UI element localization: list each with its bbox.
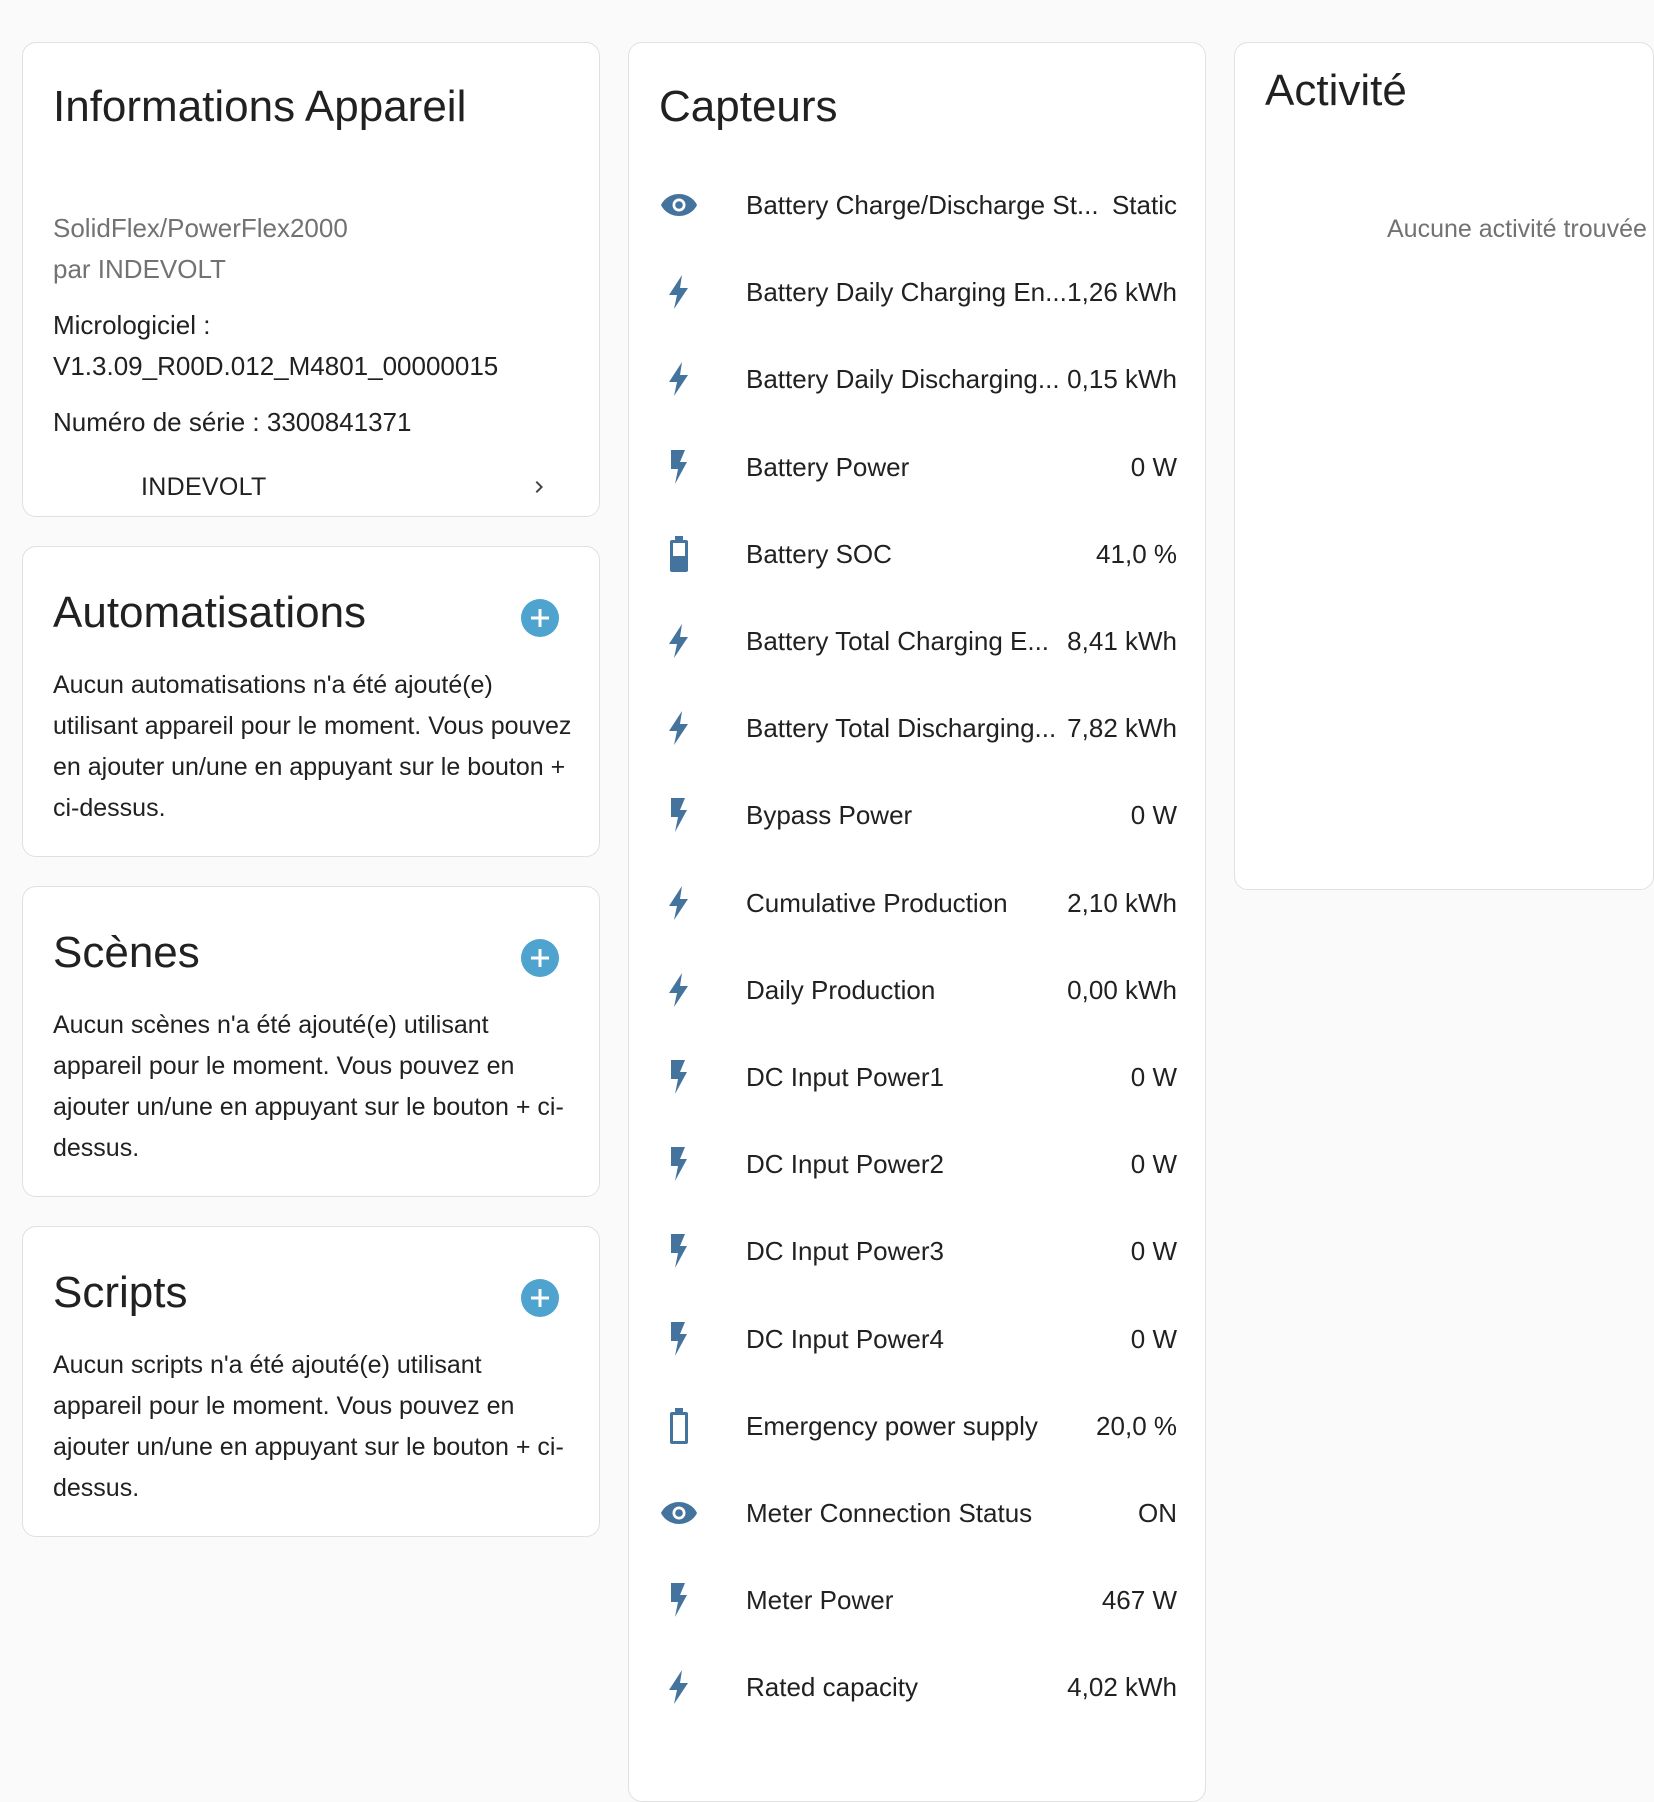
battery-outline-icon xyxy=(659,1406,699,1446)
chevron-right-icon xyxy=(527,475,551,499)
flash-solid-icon xyxy=(659,795,699,835)
sensor-value: 1,26 kWh xyxy=(1067,277,1177,308)
sensor-row[interactable] xyxy=(629,771,1207,858)
sensor-row[interactable] xyxy=(629,859,1207,946)
sensor-name: Battery Total Discharging... xyxy=(746,713,1057,744)
sensor-name: Daily Production xyxy=(746,974,936,1005)
flash-solid-icon xyxy=(659,447,699,487)
sensor-value: Static xyxy=(1111,190,1177,220)
battery-icon xyxy=(659,534,699,574)
sensor-value: 0 W xyxy=(1130,451,1177,482)
activity-empty-text: Aucune activité trouvée xyxy=(1387,215,1647,243)
activity-card xyxy=(1234,42,1654,890)
sensor-row[interactable] xyxy=(629,946,1207,1033)
activity-title: Activité xyxy=(1265,66,1407,115)
sensor-name: DC Input Power2 xyxy=(746,1149,944,1180)
device-info-title: Informations Appareil xyxy=(53,82,467,131)
device-model: SolidFlex/PowerFlex2000 xyxy=(53,213,348,243)
sensor-name: Battery Power xyxy=(746,451,910,482)
sensor-row[interactable] xyxy=(629,1469,1207,1556)
sensor-value: 8,41 kWh xyxy=(1067,626,1177,656)
sensor-row[interactable] xyxy=(629,510,1207,597)
scripts-empty-text: Aucun scripts n'a été ajouté(e) utilisant appareil pour le moment. Vous pouvez en ajouter un/une en appuyant sur le bouton + ci-dessus. xyxy=(53,1351,564,1502)
sensor-row[interactable] xyxy=(629,1382,1207,1469)
sensor-value: 0 W xyxy=(1130,1062,1177,1092)
sensor-value: 4,02 kWh xyxy=(1067,1672,1177,1703)
sensor-row[interactable] xyxy=(629,1033,1207,1120)
sensors-title: Capteurs xyxy=(659,82,838,131)
serial-number: Numéro de série : 3300841371 xyxy=(53,407,412,437)
sensor-row[interactable] xyxy=(629,1556,1207,1643)
add-automation-button[interactable] xyxy=(521,599,559,637)
sensor-value: 20,0 % xyxy=(1096,1410,1177,1441)
flash-icon xyxy=(659,708,699,748)
sensor-row[interactable] xyxy=(629,248,1207,335)
flash-solid-icon xyxy=(659,1057,699,1097)
sensor-name: Battery Daily Charging En... xyxy=(746,277,1067,308)
add-script-button[interactable] xyxy=(521,1279,559,1317)
plus-icon xyxy=(521,599,559,637)
sensor-name: Battery Total Charging E... xyxy=(746,626,1050,656)
manufacturer-link[interactable] xyxy=(23,473,599,553)
plus-icon xyxy=(521,939,559,977)
flash-solid-icon xyxy=(659,1580,699,1620)
flash-icon xyxy=(659,883,699,923)
sensor-value: 0 W xyxy=(1130,1323,1177,1354)
automations-title: Automatisations xyxy=(53,588,367,637)
sensor-name: Meter Power xyxy=(746,1585,894,1616)
sensor-row[interactable] xyxy=(629,1207,1207,1294)
sensor-value: 0 W xyxy=(1130,1149,1177,1180)
sensor-value: 2,10 kWh xyxy=(1067,887,1177,918)
sensor-row[interactable] xyxy=(629,161,1207,248)
sensors-card xyxy=(628,42,1206,1802)
sensor-row[interactable] xyxy=(629,597,1207,684)
sensor-value: 467 W xyxy=(1101,1585,1177,1616)
flash-icon xyxy=(659,272,699,312)
flash-solid-icon xyxy=(659,1231,699,1271)
automations-card xyxy=(22,546,600,857)
device-info-card xyxy=(22,42,600,517)
sensor-row[interactable] xyxy=(629,1295,1207,1382)
firmware-value: V1.3.09_R00D.012_M4801_00000015 xyxy=(53,351,499,381)
device-manufacturer: par INDEVOLT xyxy=(53,254,226,284)
flash-icon xyxy=(659,359,699,399)
sensor-name: Battery Charge/Discharge St... xyxy=(746,190,1099,220)
sensor-name: Cumulative Production xyxy=(746,887,1008,918)
sensor-value: 0 W xyxy=(1130,1236,1177,1267)
sensor-row[interactable] xyxy=(629,684,1207,771)
sensor-name: Battery Daily Discharging... xyxy=(746,364,1060,395)
sensor-value: 7,82 kWh xyxy=(1067,713,1177,744)
eye-icon xyxy=(659,1493,699,1533)
sensor-value: 0 W xyxy=(1130,800,1177,831)
sensor-name: Battery SOC xyxy=(746,538,892,569)
sensor-row[interactable] xyxy=(629,335,1207,422)
sensor-name: Rated capacity xyxy=(746,1672,918,1703)
sensor-row[interactable] xyxy=(629,423,1207,510)
sensor-name: DC Input Power3 xyxy=(746,1236,944,1267)
flash-solid-icon xyxy=(659,1319,699,1359)
scripts-title: Scripts xyxy=(53,1268,188,1317)
sensor-value: 0,00 kWh xyxy=(1067,974,1177,1005)
sensor-name: DC Input Power1 xyxy=(746,1062,944,1092)
flash-solid-icon xyxy=(659,1144,699,1184)
sensor-name: DC Input Power4 xyxy=(746,1323,944,1354)
sensor-value: 41,0 % xyxy=(1096,538,1177,569)
plus-icon xyxy=(521,1279,559,1317)
sensor-name: Bypass Power xyxy=(746,800,913,831)
sensor-name: Emergency power supply xyxy=(746,1410,1038,1441)
eye-icon xyxy=(659,185,699,225)
scenes-title: Scènes xyxy=(53,928,200,977)
flash-icon xyxy=(659,970,699,1010)
add-scene-button[interactable] xyxy=(521,939,559,977)
flash-icon xyxy=(659,621,699,661)
sensor-name: Meter Connection Status xyxy=(746,1498,1033,1528)
automations-empty-text: Aucun automatisations n'a été ajouté(e) utilisant appareil pour le moment. Vous pouvez en ajouter un/une en appuyant sur le bouton + ci-dessus. xyxy=(53,671,572,822)
scenes-card xyxy=(22,886,600,1197)
sensor-row[interactable] xyxy=(629,1120,1207,1207)
sensor-row[interactable] xyxy=(629,1643,1207,1730)
flash-icon xyxy=(659,1667,699,1707)
sensor-value: ON xyxy=(1138,1498,1177,1528)
manufacturer-link-label: INDEVOLT xyxy=(141,473,267,501)
firmware-label: Micrologiciel : xyxy=(53,310,211,340)
scripts-card xyxy=(22,1226,600,1537)
scenes-empty-text: Aucun scènes n'a été ajouté(e) utilisant appareil pour le moment. Vous pouvez en ajouter un/une en appuyant sur le bouton + ci-dessus. xyxy=(53,1011,564,1162)
sensor-value: 0,15 kWh xyxy=(1067,364,1177,395)
